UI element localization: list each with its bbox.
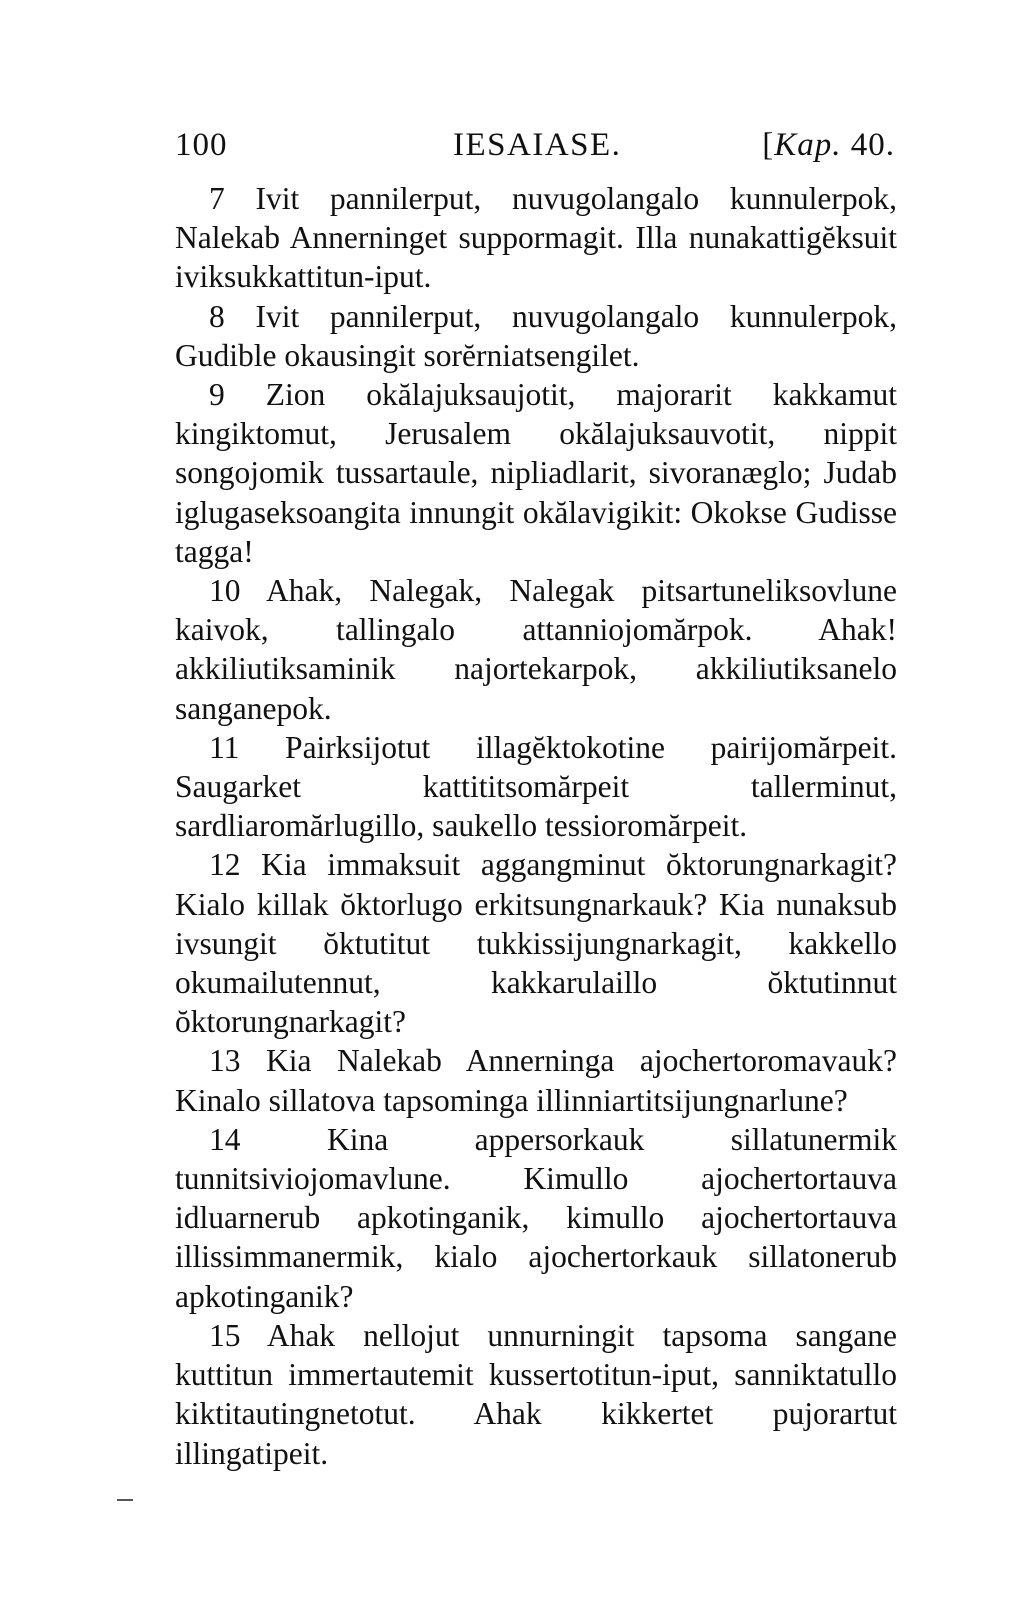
chapter-bracket: [	[762, 127, 775, 163]
verse-9: 9 Zion okălajuksaujotit, majorarit kakkamut kingiktomut, Jerusalem okălajuksauvotit, nippit songojomik tussartaule, nipliadlarit, sivoranæglo; Judab iglugaseksoangita innungit okălavigikit: Okokse Gudisse tagga!	[175, 377, 897, 569]
verse-14: 14 Kina appersorkauk sillatunermik tunnitsiviojomavlune. Kimullo ajochertortauva idluarnerub apkotinganik, kimullo ajochertortauva illissimmanermik, kialo ajochertorkauk sillatonerub apkotinganik?	[175, 1121, 897, 1314]
book-title: IESAIASE.	[453, 127, 622, 163]
verse-15: 15 Ahak nellojut unnurningit tapsoma sangane kuttitun immertautemit kussertotitun-iput, sanniktatullo kiktitautingnetotut. Ahak kikkertet pujorartut illingatipeit.	[175, 1317, 897, 1471]
verse-13: 13 Kia Nalekab Annerninga ajochertoromavauk? Kinalo sillatova tapsominga illinniartitsijungnarlune?	[175, 1043, 897, 1118]
page-number: 100	[175, 127, 228, 163]
printer-mark	[117, 1499, 133, 1501]
running-header	[175, 127, 897, 169]
verse-10: 10 Ahak, Nalegak, Nalegak pitsartuneliksovlune kaivok, tallingalo attanniojomărpok. Ahak! akkiliutiksaminik najortekarpok, akkiliutiksanelo sanganepok.	[175, 573, 897, 726]
chapter-number: 40.	[841, 127, 895, 163]
verse-7: 7 Ivit pannilerput, nuvugolangalo kunnulerpok, Nalekab Annerninget suppormagit. Illa nunakattigĕksuit iviksukkattitun-iput.	[175, 181, 897, 295]
chapter-label: Kap.	[774, 127, 842, 163]
verse-11: 11 Pairksijotut illagĕktokotine pairijomărpeit. Saugarket kattititsomărpeit tallerminut, sardliaromărlugillo, saukello tessioromărpeit.	[175, 729, 897, 844]
verse-12: 12 Kia immaksuit aggangminut ŏktorungnarkagit? Kialo killak ŏktorlugo erkitsungnarkauk? Kia nunaksub ivsungit ŏktutitut tukkissijungnarkagit, kakkello okumailutennut, kakkarulaillo ŏktutinnut ŏktorungnarkagit?	[175, 847, 897, 1040]
chapter-reference	[762, 127, 895, 164]
verse-8: 8 Ivit pannilerput, nuvugolangalo kunnulerpok, Gudible okausingit sorĕrniatsengilet.	[175, 298, 897, 373]
book-page	[175, 127, 897, 1473]
verse-text-block	[175, 179, 897, 1473]
